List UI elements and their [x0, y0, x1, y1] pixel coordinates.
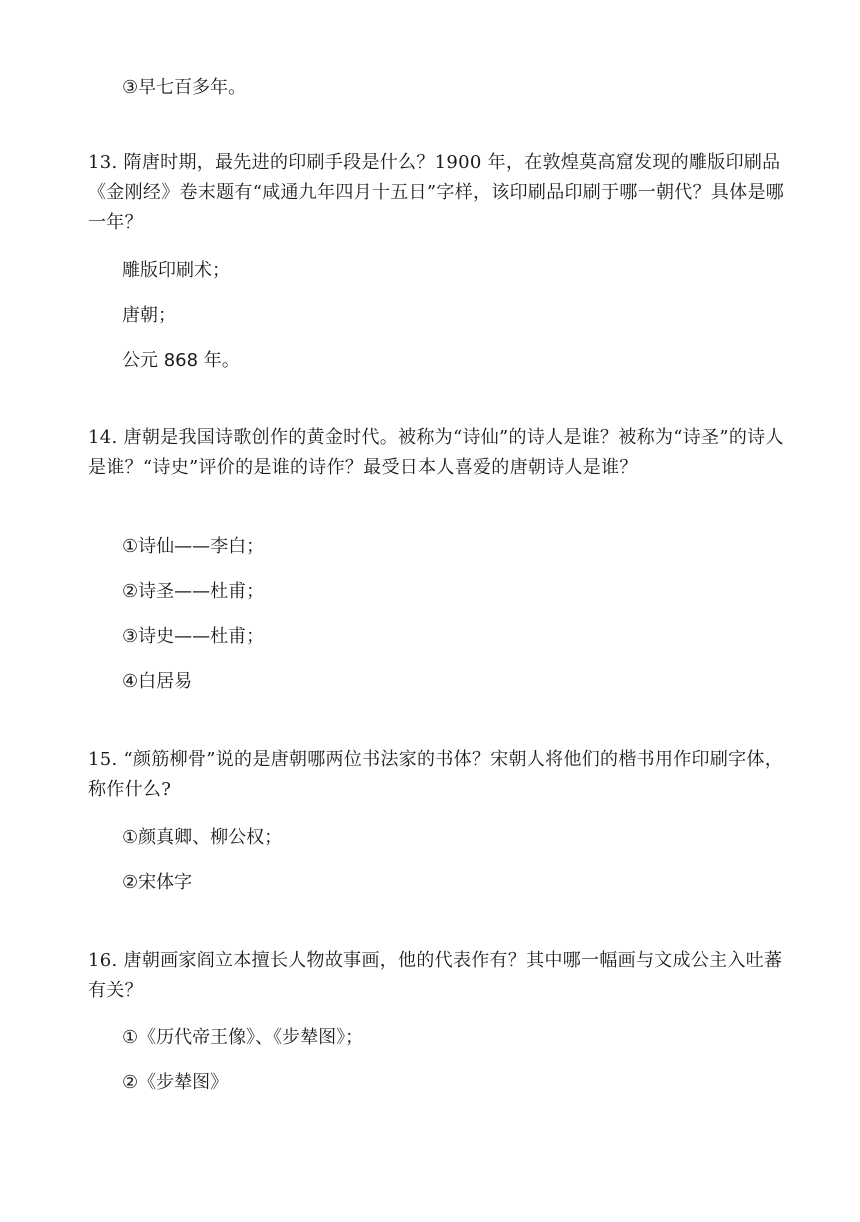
answer-line: 唐朝；	[122, 305, 176, 326]
answer-line: 公元 868 年。	[122, 350, 240, 371]
question-16: 16. 唐朝画家阎立本擅长人物故事画，他的代表作有？其中哪一幅画与文成公主入吐蕃有关？	[88, 950, 783, 1001]
answer-line: ②诗圣——杜甫；	[122, 581, 265, 602]
question-14: 14. 唐朝是我国诗歌创作的黄金时代。被称为“诗仙”的诗人是谁？被称为“诗圣”的诗人是谁？“诗史”评价的是谁的诗作？最受日本人喜爱的唐朝诗人是谁？	[88, 427, 784, 478]
answer-line: ②《步辇图》	[122, 1072, 229, 1093]
answer-line: ①诗仙——李白；	[122, 536, 265, 557]
answer-line: ③诗史——杜甫；	[122, 626, 265, 647]
answer-line: 雕版印刷术；	[122, 260, 230, 281]
answer-line: ①颜真卿、柳公权；	[122, 827, 283, 848]
question-13: 13. 隋唐时期，最先进的印刷手段是什么？1900 年，在敦煌莫高窟发现的雕版印刷品《金刚经》卷末题有“咸通九年四月十五日”字样，该印刷品印刷于哪一朝代？具体是哪一年？	[88, 152, 785, 233]
question-15: 15. “颜筋柳骨”说的是唐朝哪两位书法家的书体？宋朝人将他们的楷书用作印刷字体，称作什么?	[88, 749, 784, 800]
answer-line: ②宋体字	[122, 872, 193, 893]
answer-line: ①《历代帝王像》、《步辇图》；	[122, 1027, 364, 1048]
answer-line: ③早七百多年。	[122, 77, 247, 98]
answer-line: ④白居易	[122, 671, 193, 692]
